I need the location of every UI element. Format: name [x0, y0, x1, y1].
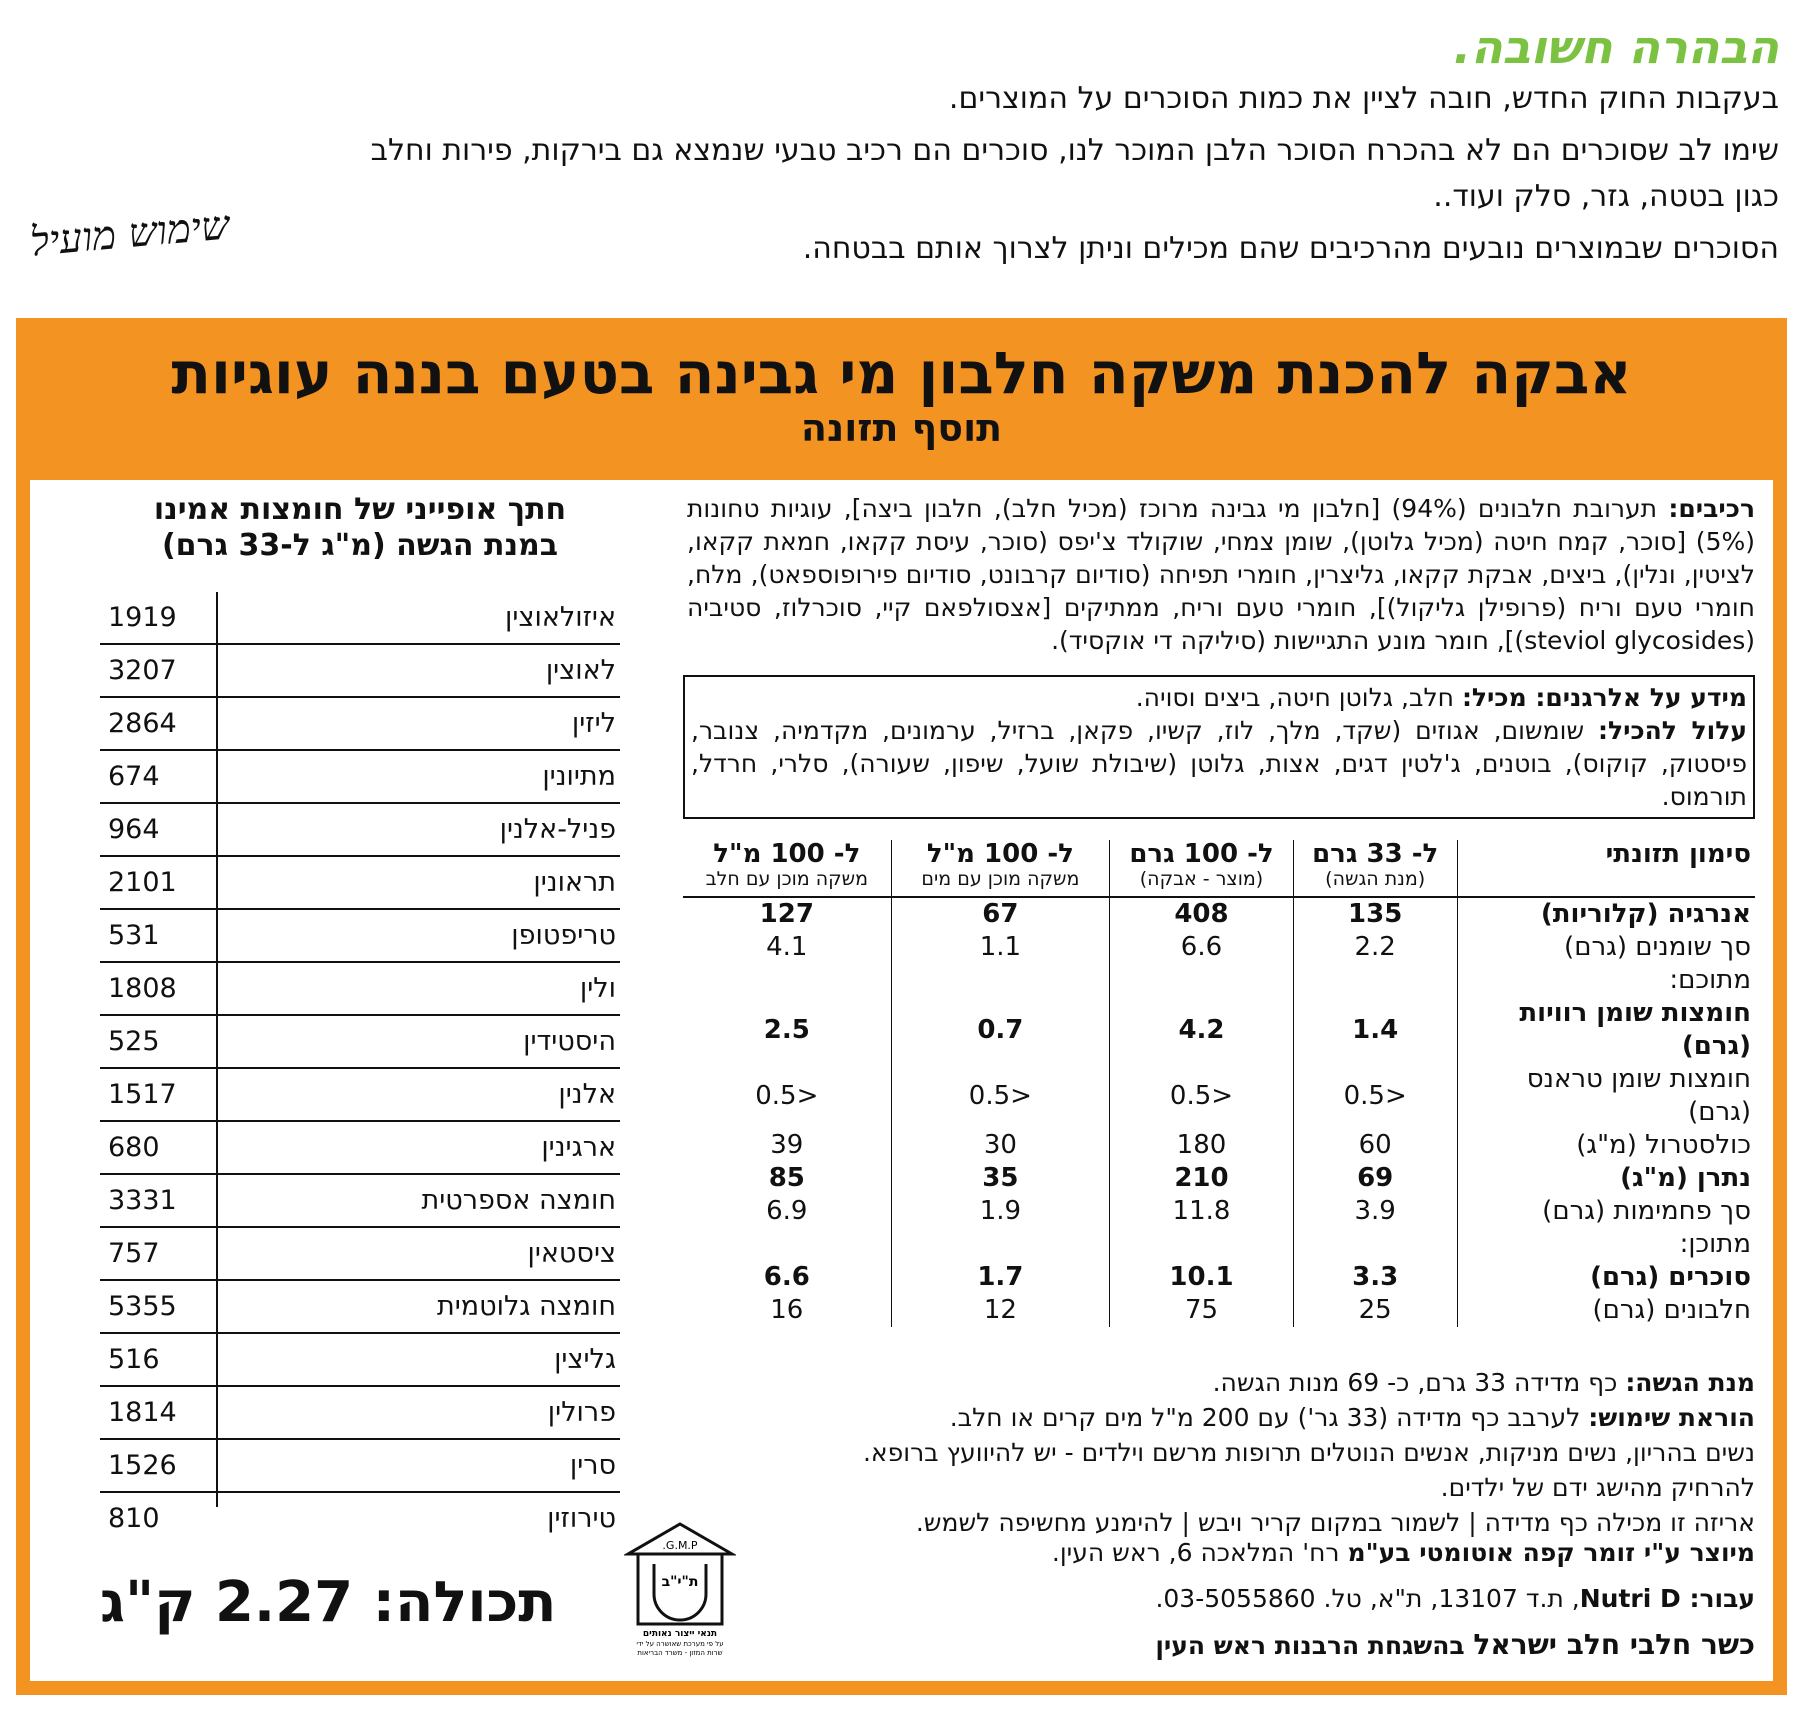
amino-name: אלנין — [558, 1079, 616, 1110]
amino-row — [100, 592, 620, 645]
amino-name: חומצה גלוטמית — [436, 1291, 616, 1322]
nutrition-row — [683, 931, 1755, 964]
nutrient-value: <0.5 — [891, 1063, 1110, 1129]
nutrient-value: 25 — [1293, 1294, 1457, 1327]
gmp-caption: על פי מערכת שאושרה על ידי — [636, 1640, 724, 1648]
nutrient-value: 210 — [1110, 1162, 1294, 1195]
gmp-mid: ת"י"ב — [661, 1574, 699, 1590]
amino-row — [100, 1334, 620, 1387]
allergen-may-text: שומשום, אגוזים (שקד, מלך, לוז, קשיו, פקאן, ברזיל, ערמונים, מקדמיה, צנובר, פיסטוק, קוקוס), בוטנים, ג'לטין דגים, אצות, גלוטן (שיבולת שועל, שיפון, שעורה), סלרי, חרדל, תורמוס. — [691, 716, 1747, 811]
for-text: , ת.ד 13107, ת"א, טל. 03-5055860. — [1155, 1584, 1580, 1613]
nutrition-row — [683, 1162, 1755, 1195]
amino-name: גליצין — [554, 1344, 616, 1375]
amino-value: 810 — [108, 1503, 160, 1534]
amino-value: 1526 — [108, 1450, 177, 1481]
nutrition-row — [683, 1063, 1755, 1129]
amino-row — [100, 1387, 620, 1440]
nutrient-value: 4.2 — [1110, 997, 1294, 1063]
amino-name: תראונין — [533, 867, 616, 898]
amino-value: 531 — [108, 920, 160, 951]
nutrient-value: 39 — [770, 1130, 804, 1160]
amino-value: 757 — [108, 1238, 160, 1269]
nutrient-name: מתוכם: — [1457, 964, 1755, 997]
serving-text: כף מדידה 33 גרם, כ- 69 מנות הגשה. — [1212, 1368, 1626, 1397]
nutrient-value: 35 — [891, 1162, 1110, 1195]
nutrition-row — [683, 1195, 1755, 1228]
nutrient-name: סך פחמימות (גרם) — [1457, 1195, 1755, 1228]
nutrition-col-header: ל- 33 גרם (מנת הגשה) — [1293, 840, 1457, 897]
amino-value: 674 — [108, 761, 160, 792]
nutrient-value: <0.5 — [755, 1080, 819, 1111]
nutrient-name: חומצות שומן רוויות (גרם) — [1457, 997, 1755, 1063]
amino-row — [100, 963, 620, 1016]
amino-row — [100, 804, 620, 857]
allergen-contains-label: מידע על אלרגנים: מכיל: — [1461, 683, 1747, 712]
gmp-caption: שרות המזון - משרד הבריאות — [637, 1649, 723, 1657]
nutrient-value — [891, 1228, 1110, 1261]
nutrient-value: 4.1 — [766, 932, 808, 962]
nutrition-row — [683, 1261, 1755, 1294]
notice-line: שימו לב שסוכרים הם לא בהכרח הסוכר הלבן המוכר לנו, סוכרים הם רכיב טבעי שנמצא גם בירקות, פירות וחלב — [370, 133, 1779, 168]
amino-row — [100, 751, 620, 804]
amino-row — [100, 1122, 620, 1175]
allergen-contains-text: חלב, גלוטן חיטה, ביצים וסויה. — [1135, 683, 1462, 712]
amino-name: סרין — [569, 1450, 616, 1481]
amino-title-line: במנת הגשה (מ"ג ל-33 גרם) — [161, 528, 559, 563]
gmp-top: G.M.P. — [662, 1539, 698, 1552]
amino-value: 525 — [108, 1026, 160, 1057]
nutrient-value: 30 — [891, 1129, 1110, 1162]
amino-row — [100, 1069, 620, 1122]
notice-line: כגון בטטה, גזר, סלק ועוד.. — [1433, 179, 1779, 214]
nutrition-row — [683, 964, 1755, 997]
directions-text: לערבב כף מדידה (33 גר') עם 200 מ"ל מים קרים או חלב. — [949, 1403, 1589, 1432]
amino-name: פניל-אלנין — [499, 814, 616, 845]
amino-value: 5355 — [108, 1291, 177, 1322]
nutrient-value: 85 — [768, 1163, 805, 1193]
nutrient-value — [1110, 964, 1294, 997]
nutrient-value: 69 — [1293, 1162, 1457, 1195]
nutrient-value: 3.3 — [1293, 1261, 1457, 1294]
notice-line: הסוכרים שבמוצרים נובעים מהרכיבים שהם מכילים וניתן לצרוך אותם בבטחה. — [802, 231, 1779, 266]
amino-row — [100, 1175, 620, 1228]
amino-name: טירוזין — [547, 1503, 616, 1534]
amino-value: 680 — [108, 1132, 160, 1163]
nutrient-value — [1293, 964, 1457, 997]
nutrient-value: 11.8 — [1110, 1195, 1294, 1228]
nutrient-value: 3.9 — [1293, 1195, 1457, 1228]
signature: שימוש מועיל — [28, 202, 232, 266]
ingredients-text: תערובת חלבונים (94%) [חלבון מי גבינה מרוכז (מכיל חלב), חלבון ביצה], עוגיות טחונות (5%) [סוכר, קמח חיטה (מכיל גלוטן), שומן צמחי, שוקולד צ'יפס (סוכר, עיסת קקאו, חמאת קקאו, לציטין, ונלין), ביצים, אבקת קקאו, גליצרין, חומרי תפיחה (סודיום קרבונט, סודיום פירופוספאט), מלח, חומרי טעם וריח (פרופילן גליקול)], חומרי טעם וריח, ממתיקים [אצסולפאם קיי, סוכרלוז, סטיביה (steviol glycosides)], חומר מונע התגיישות (סיליקה די אוקסיד). — [687, 494, 1755, 655]
amino-row — [100, 1228, 620, 1281]
amino-row — [100, 1281, 620, 1334]
usage-info — [683, 1366, 1755, 1541]
amino-name: היסטידין — [523, 1026, 616, 1057]
nutrition-header-label: סימון תזונתי — [1457, 840, 1755, 897]
amino-value: 2101 — [108, 867, 177, 898]
amino-name: איזולאוצין — [505, 602, 616, 633]
amino-name: ולין — [579, 973, 616, 1004]
amino-row — [100, 1440, 620, 1493]
produced-text: רח' המלאכה 6, ראש העין. — [1051, 1538, 1348, 1567]
nutrient-value — [1110, 1228, 1294, 1261]
nutrient-name: נתרן (מ"ג) — [1457, 1162, 1755, 1195]
nutrient-value — [1293, 1228, 1457, 1261]
amino-row — [100, 698, 620, 751]
nutrition-row — [683, 1294, 1755, 1327]
amino-value: 3331 — [108, 1185, 177, 1216]
manufacturer-info — [825, 1530, 1755, 1669]
amino-value: 3207 — [108, 655, 177, 686]
nutrient-name: חלבונים (גרם) — [1457, 1294, 1755, 1327]
amino-name: לאוצין — [545, 655, 616, 686]
amino-table — [100, 592, 620, 1544]
amino-name: ארגינין — [541, 1132, 616, 1163]
for-label: עבור: Nutri D — [1579, 1584, 1755, 1613]
nutrient-name: כולסטרול (מ"ג) — [1457, 1129, 1755, 1162]
gmp-caption: תנאי ייצור נאותים — [642, 1629, 718, 1639]
amino-value: 1517 — [108, 1079, 177, 1110]
nutrient-value: 1.7 — [891, 1261, 1110, 1294]
amino-name: ליזין — [571, 708, 616, 739]
nutrient-value — [891, 964, 1110, 997]
nutrient-value: 60 — [1293, 1129, 1457, 1162]
amino-title-line: חתך אופייני של חומצות אמינו — [153, 492, 567, 527]
amino-value: 964 — [108, 814, 160, 845]
nutrient-name: סוכרים (גרם) — [1457, 1261, 1755, 1294]
gmp-seal-icon — [624, 1520, 736, 1658]
nutrient-value — [683, 1228, 891, 1261]
amino-title — [100, 492, 620, 564]
nutrient-value: 6.6 — [1110, 931, 1294, 964]
nutrition-row — [683, 1129, 1755, 1162]
label-frame — [16, 318, 1787, 1695]
allergen-may-label: עלול להכיל: — [1597, 716, 1747, 745]
notice-title: הבהרה חשובה. — [1453, 20, 1779, 74]
kosher-label: כשר חלבי חלב ישראל — [1473, 1628, 1755, 1661]
warning-text: נשים בהריון, נשים מניקות, אנשים הנוטלים תרופות מרשם וילדים - יש להיוועץ ברופא. — [862, 1438, 1755, 1467]
allergen-box — [683, 675, 1755, 819]
label-body — [30, 480, 1773, 1681]
nutrient-name: חומצות שומן טראנס (גרם) — [1457, 1063, 1755, 1129]
notice-line: בעקבות החוק החדש, חובה לציין את כמות הסוכרים על המוצרים. — [948, 81, 1779, 116]
nutrient-value: 135 — [1293, 897, 1457, 931]
amino-value: 1814 — [108, 1397, 177, 1428]
nutrient-value: 6.6 — [763, 1262, 810, 1292]
kosher-text: בהשגחת הרבנות ראש העין — [1155, 1631, 1474, 1660]
ingredients — [687, 492, 1755, 657]
serving-label: מנת הגשה: — [1625, 1368, 1755, 1397]
amino-row — [100, 910, 620, 963]
amino-value: 1808 — [108, 973, 177, 1004]
amino-row — [100, 1016, 620, 1069]
product-banner — [16, 318, 1787, 478]
nutrient-value: 6.9 — [766, 1196, 808, 1226]
nutrient-name: אנרגיה (קלוריות) — [1457, 897, 1755, 931]
amino-row — [100, 1493, 620, 1544]
nutrient-value: 408 — [1110, 897, 1294, 931]
nutrient-value: 2.5 — [763, 1014, 810, 1045]
nutrition-row — [683, 1228, 1755, 1261]
product-title: אבקה להכנת משקה חלבון מי גבינה בטעם בננה עוגיות — [171, 339, 1632, 407]
amino-name: מתיונין — [542, 761, 616, 792]
amino-name: טריפטופן — [511, 920, 616, 951]
amino-name: ציסטאין — [527, 1238, 616, 1269]
nutrient-value: 67 — [891, 897, 1110, 931]
nutrient-value: 2.2 — [1293, 931, 1457, 964]
nutrient-name: מתוכן: — [1457, 1228, 1755, 1261]
nutrition-col-header: ל- 100 מ"ל משקה מוכן עם חלב — [705, 839, 868, 890]
amino-name: פרולין — [547, 1397, 616, 1428]
nutrient-value: 16 — [770, 1295, 804, 1325]
amino-name: חומצה אספרטית — [421, 1185, 616, 1216]
nutrient-value: <0.5 — [1293, 1063, 1457, 1129]
produced-label: מיוצר ע"י זומר קפה אוטומטי בע"מ — [1347, 1538, 1755, 1567]
amino-value: 516 — [108, 1344, 160, 1375]
storage-text: אריזה זו מכילה כף מדידה | לשמור במקום קריר ויבש | להימנע מחשיפה לשמש. — [915, 1508, 1755, 1537]
nutrient-value: 1.4 — [1293, 997, 1457, 1063]
nutrient-value: 75 — [1110, 1294, 1294, 1327]
directions-label: הוראת שימוש: — [1588, 1403, 1755, 1432]
notice — [29, 18, 1779, 272]
keep-away-text: להרחיק מהישג ידם של ילדים. — [1440, 1473, 1755, 1502]
nutrient-name: סך שומנים (גרם) — [1457, 931, 1755, 964]
nutrition-row — [683, 997, 1755, 1063]
nutrient-value: 10.1 — [1110, 1261, 1294, 1294]
nutrient-value: 12 — [891, 1294, 1110, 1327]
nutrient-value: 0.7 — [891, 997, 1110, 1063]
nutrient-value: 1.9 — [891, 1195, 1110, 1228]
amino-row — [100, 645, 620, 698]
ingredients-label: רכיבים: — [1668, 494, 1755, 523]
amino-row — [100, 857, 620, 910]
nutrient-value: 180 — [1110, 1129, 1294, 1162]
nutrition-col-header: ל- 100 מ"ל משקה מוכן עם מים — [891, 840, 1110, 897]
nutrient-value: 127 — [759, 899, 814, 929]
nutrient-value — [683, 964, 891, 997]
net-weight: תכולה: 2.27 ק"ג — [100, 1570, 557, 1635]
amino-value: 1919 — [108, 602, 177, 633]
nutrient-value: 1.1 — [891, 931, 1110, 964]
nutrition-row — [683, 897, 1755, 931]
nutrition-col-header: ל- 100 גרם (מוצר - אבקה) — [1110, 840, 1294, 897]
nutrient-value: <0.5 — [1110, 1063, 1294, 1129]
product-subtitle: תוסף תזונה — [800, 406, 1003, 450]
nutrition-table — [683, 840, 1755, 1327]
amino-value: 2864 — [108, 708, 177, 739]
